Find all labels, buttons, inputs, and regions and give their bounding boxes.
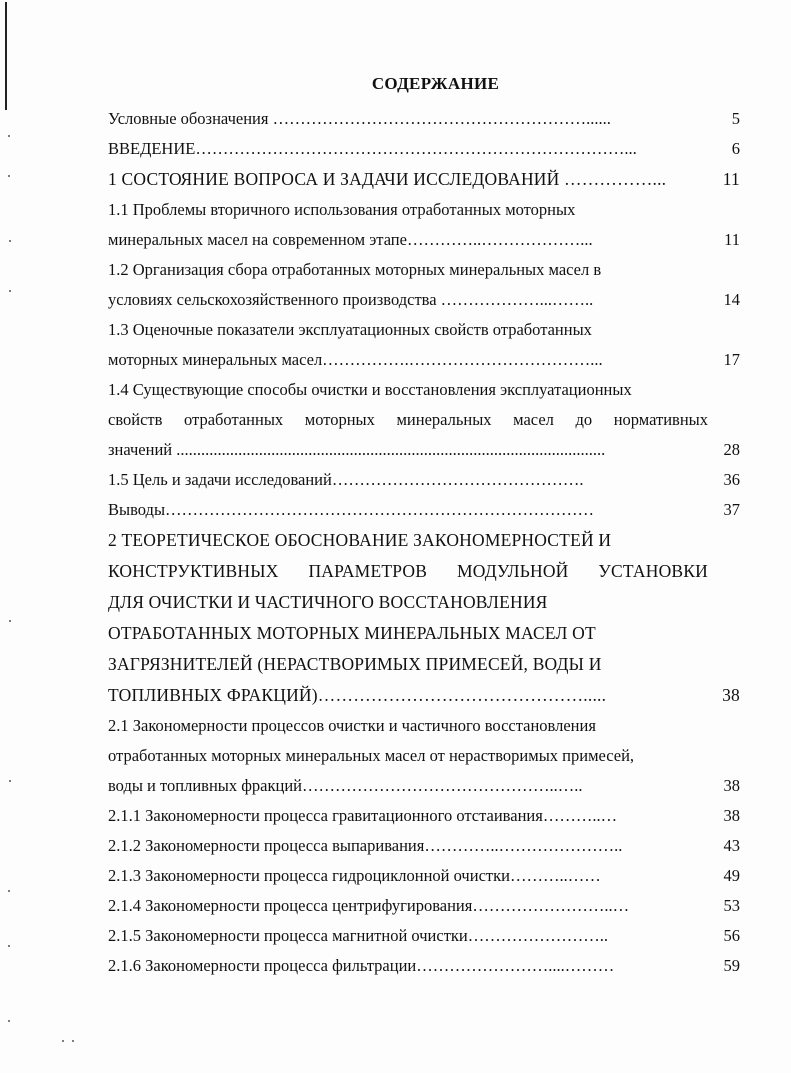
toc-page-number: 5 [731,109,740,128]
toc-page-number: 36 [723,470,740,489]
scan-edge-mark [5,2,7,110]
toc-entry [108,465,740,495]
toc-page-number: 28 [723,440,740,459]
toc-entry [108,164,740,195]
toc-entry [108,315,740,345]
scan-speck [9,290,11,292]
toc-entry-text: 2.1.1 Закономерности процесса гравитационного отстаивания………..… [108,806,618,825]
toc-page-number: 6 [731,139,740,158]
toc-page-number: 11 [722,169,740,189]
toc-entry-text: 2.1.3 Закономерности процесса гидроциклонной очистки………..…… [108,866,601,885]
toc-entry-text: 1 СОСТОЯНИЕ ВОПРОСА И ЗАДАЧИ ИССЛЕДОВАНИЙ ……………... [108,169,667,189]
toc-page-number: 38 [722,685,740,705]
toc-entry-text: 2.1.2 Закономерности процесса выпаривания…………..………………….. [108,836,623,855]
toc-entry [108,711,740,741]
toc-entry-text: 2.1 Закономерности процессов очистки и частичного восстановления [108,716,596,735]
toc-entry [108,285,740,315]
toc-entry [108,771,740,801]
toc-entry-text: свойств отработанных моторных минеральных масел до нормативных [108,410,708,429]
toc-entry [108,405,740,435]
toc-page-number: 14 [723,290,740,309]
toc-entry [108,225,740,255]
toc-entry-text: 2.1.4 Закономерности процесса центрифугирования……………………..… [108,896,630,915]
scan-speck [8,175,10,177]
scan-speck [8,135,10,137]
toc-page-number: 37 [723,500,740,519]
toc-entry-text: ВВЕДЕНИЕ……………………………………………………………………... [108,139,637,158]
toc-entry-text: условиях сельскохозяйственного производства ………………...…….. [108,290,594,309]
scan-speck [8,945,10,947]
toc-page-number: 11 [724,230,740,249]
toc-entry [108,255,740,285]
toc-entry [108,345,740,375]
scan-speck [9,620,11,622]
toc-entry [108,801,740,831]
toc-entry-text: отработанных моторных минеральных масел от нерастворимых примесей, [108,746,635,765]
toc-entry-text: ОТРАБОТАННЫХ МОТОРНЫХ МИНЕРАЛЬНЫХ МАСЕЛ ОТ [108,623,596,643]
toc-entry-text: 1.1 Проблемы вторичного использования отработанных моторных [108,200,576,219]
toc-entry [108,861,740,891]
table-of-contents [108,104,740,981]
toc-entry [108,921,740,951]
toc-entry [108,649,740,680]
toc-entry-text: ДЛЯ ОЧИСТКИ И ЧАСТИЧНОГО ВОССТАНОВЛЕНИЯ [108,592,548,612]
toc-entry-text: моторных минеральных масел…………….……………………………... [108,350,603,369]
toc-entry-text: 2 ТЕОРЕТИЧЕСКОЕ ОБОСНОВАНИЕ ЗАКОНОМЕРНОСТЕЙ И [108,530,612,550]
toc-page-number: 17 [723,350,740,369]
scan-speck [8,890,10,892]
toc-page-number: 59 [723,956,740,975]
toc-entry-text: КОНСТРУКТИВНЫХ ПАРАМЕТРОВ МОДУЛЬНОЙ УСТАНОВКИ [108,561,708,581]
scan-speck [72,1040,74,1042]
toc-page-number: 49 [723,866,740,885]
toc-entry [108,618,740,649]
toc-entry [108,951,740,981]
toc-entry-text: 2.1.6 Закономерности процесса фильтрации……………………....……… [108,956,615,975]
toc-entry [108,680,740,711]
toc-entry-text: 1.4 Существующие способы очистки и восстановления эксплуатационных [108,380,632,399]
toc-entry [108,525,740,556]
scan-speck [9,780,11,782]
scan-speck [62,1040,64,1042]
toc-entry [108,741,740,771]
toc-entry-text: Выводы…………………………………………………………………… [108,500,595,519]
toc-page-number: 38 [723,776,740,795]
toc-entry [108,891,740,921]
toc-entry-text: 2.1.5 Закономерности процесса магнитной очистки…………………….. [108,926,609,945]
toc-entry [108,556,740,587]
toc-entry-text: 1.3 Оценочные показатели эксплуатационных свойств отработанных [108,320,592,339]
toc-entry [108,195,740,225]
toc-entry [108,375,740,405]
toc-page-number: 43 [723,836,740,855]
toc-entry-text: минеральных масел на современном этапе…………..………………... [108,230,593,249]
toc-entry [108,134,740,164]
toc-entry [108,587,740,618]
toc-entry [108,104,740,134]
scan-speck [8,1020,10,1022]
toc-entry-text: Условные обозначения …………………………………………………...... [108,109,611,128]
toc-entry-text: ТОПЛИВНЫХ ФРАКЦИЙ)………………………………………..... [108,685,607,705]
toc-entry-text: 1.5 Цель и задачи исследований………………………………………. [108,470,584,489]
toc-entry [108,495,740,525]
toc-page-number: 56 [723,926,740,945]
toc-page-number: 38 [723,806,740,825]
toc-entry-text: ЗАГРЯЗНИТЕЛЕЙ (НЕРАСТВОРИМЫХ ПРИМЕСЕЙ, ВОДЫ И [108,654,602,674]
toc-entry-text: значений ........................................................................................................ [108,440,606,459]
scan-speck [9,240,11,242]
toc-entry-text: 1.2 Организация сбора отработанных моторных минеральных масел в [108,260,602,279]
page-title: СОДЕРЖАНИЕ [371,74,500,93]
toc-entry [108,831,740,861]
toc-entry-text: воды и топливных фракций………………………………………..….. [108,776,583,795]
toc-page-number: 53 [723,896,740,915]
toc-entry [108,435,740,465]
